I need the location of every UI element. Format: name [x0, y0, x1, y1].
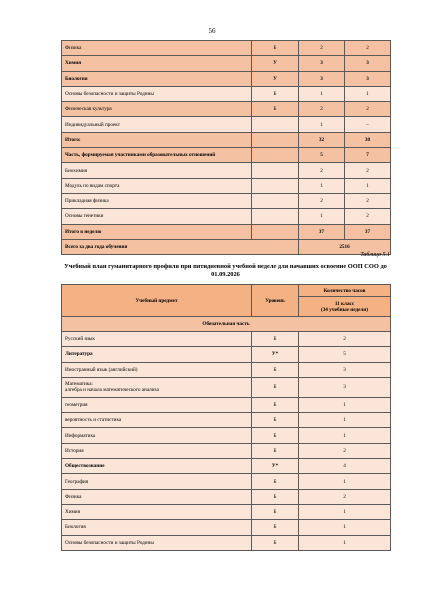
hours-cell: 3	[299, 377, 391, 397]
subject-cell: Физическая культура	[62, 102, 252, 117]
hours-grade10-cell: 1	[299, 178, 345, 193]
subject-cell: Часть, формируемая участниками образовательных отношений	[62, 148, 252, 163]
subject-cell	[62, 459, 252, 474]
table-row	[62, 489, 391, 504]
hours-grade11-cell: 30	[345, 132, 391, 147]
header-grade-weeks: (34 учебные недели)	[320, 306, 369, 313]
hours-cell: 2	[299, 489, 391, 504]
subject-cell	[62, 535, 252, 550]
subject-cell	[62, 332, 252, 347]
hours-cell: 1	[299, 535, 391, 550]
hours-grade10-cell: 3	[299, 71, 345, 86]
subject-name: Физика	[65, 493, 82, 500]
hours-cell: 3	[299, 362, 391, 377]
table-row	[62, 443, 391, 458]
hours-grade10-cell: 5	[299, 148, 345, 163]
table-row	[62, 474, 391, 489]
subject-cell: Прикладная физика	[62, 193, 252, 208]
level-cell: Б	[252, 86, 299, 101]
subject-cell	[62, 443, 252, 458]
hours-grade11-cell: 2	[345, 209, 391, 224]
hours-grade11-cell: 2	[345, 193, 391, 208]
level-cell	[252, 132, 299, 147]
table-row	[62, 148, 391, 163]
level-cell: У*	[252, 459, 299, 474]
hours-grade11-cell: 2	[345, 102, 391, 117]
table-row	[62, 56, 391, 71]
hours-grade11-cell: 2	[345, 163, 391, 178]
table-row	[62, 102, 391, 117]
hours-cell: 1	[299, 474, 391, 489]
hours-grade10-cell: 32	[299, 132, 345, 147]
subject-name: Иностранный язык (английский)	[65, 366, 138, 373]
hours-grade10-cell: 2	[299, 41, 345, 56]
level-cell: Б	[252, 413, 299, 428]
level-cell	[252, 163, 299, 178]
table-row	[62, 224, 391, 239]
level-cell	[252, 209, 299, 224]
table-row	[62, 413, 391, 428]
header-level: Уровень	[252, 285, 299, 317]
level-cell: У	[252, 56, 299, 71]
table-row	[62, 535, 391, 550]
table-row	[62, 193, 391, 208]
table-row	[62, 117, 391, 132]
humanities-curriculum-table	[61, 284, 391, 551]
subject-name: История	[65, 447, 84, 454]
table-row	[62, 41, 391, 56]
header-subject: Учебный предмет	[62, 285, 252, 317]
hours-grade11-cell: 37	[345, 224, 391, 239]
hours-cell: 1	[299, 428, 391, 443]
level-cell	[252, 193, 299, 208]
subject-cell	[62, 413, 252, 428]
hours-cell: 1	[299, 413, 391, 428]
table-row	[62, 459, 391, 474]
subject-name: Биология	[65, 524, 86, 531]
level-cell: Б	[252, 377, 299, 397]
hours-grade10-cell: 37	[299, 224, 345, 239]
subject-name: Обществознание	[65, 463, 105, 470]
level-cell	[252, 224, 299, 239]
subject-name: геометрия	[65, 402, 88, 409]
hours-grade10-cell: 3	[299, 56, 345, 71]
table-row	[62, 362, 391, 377]
subject-cell: Биология	[62, 71, 252, 86]
hours-cell: 2	[299, 332, 391, 347]
table-row	[62, 178, 391, 193]
hours-grade11-cell: 2	[345, 41, 391, 56]
table-row	[62, 428, 391, 443]
table-row	[62, 209, 391, 224]
subject-name: Математика:	[65, 381, 93, 388]
level-cell: Б	[252, 428, 299, 443]
level-cell: Б	[252, 504, 299, 519]
table-title: Учебный план гуманитарного профиля при пятидневной учебной неделе для начавших освоение ООП СОО до 01.09.2026	[64, 263, 387, 278]
level-cell: У*	[252, 347, 299, 362]
table-row	[62, 71, 391, 86]
hours-cell: 2	[299, 443, 391, 458]
table-row	[62, 504, 391, 519]
subject-cell	[62, 504, 252, 519]
page-number: 56	[208, 27, 216, 35]
level-cell	[252, 178, 299, 193]
subject-name: Информатика	[65, 432, 96, 439]
table-row	[62, 347, 391, 362]
level-cell	[252, 117, 299, 132]
level-cell: Б	[252, 474, 299, 489]
table-row	[62, 132, 391, 147]
hours-grade11-cell: 1	[345, 86, 391, 101]
level-cell: Б	[252, 102, 299, 117]
subject-subname: алгебра и начала математического анализа	[65, 387, 159, 394]
level-cell: У	[252, 71, 299, 86]
hours-grade11-cell: 1	[345, 178, 391, 193]
hours-grade10-cell: 2	[299, 163, 345, 178]
total-label: Всего за два года обучения	[62, 239, 299, 254]
header-hours: Количество часов	[299, 285, 391, 297]
subject-cell	[62, 428, 252, 443]
subject-cell	[62, 520, 252, 535]
hours-grade10-cell: 1	[299, 209, 345, 224]
subject-name: вероятность и статистика	[65, 417, 122, 424]
level-cell: Б	[252, 489, 299, 504]
subject-cell	[62, 362, 252, 377]
level-cell: Б	[252, 397, 299, 412]
table-row	[62, 397, 391, 412]
hours-grade11-cell: –	[345, 117, 391, 132]
hours-grade10-cell: 1	[299, 86, 345, 101]
subject-name: Основы безопасности и защиты Родины	[65, 539, 154, 546]
level-cell: Б	[252, 520, 299, 535]
level-cell: Б	[252, 332, 299, 347]
subject-cell	[62, 489, 252, 504]
level-cell: Б	[252, 535, 299, 550]
subject-name: Химия	[65, 509, 80, 516]
hours-grade10-cell: 2	[299, 193, 345, 208]
subject-name: География	[65, 478, 89, 485]
hours-cell: 1	[299, 397, 391, 412]
hours-cell: 5	[299, 347, 391, 362]
hours-grade10-cell: 2	[299, 102, 345, 117]
table-caption: Таблица 5.1	[360, 252, 390, 258]
level-cell	[252, 148, 299, 163]
hours-cell: 4	[299, 459, 391, 474]
table-row	[62, 86, 391, 101]
hours-grade11-cell: 3	[345, 71, 391, 86]
subject-cell	[62, 377, 252, 397]
hours-grade10-cell: 1	[299, 117, 345, 132]
hours-grade11-cell: 7	[345, 148, 391, 163]
subject-name: Литература	[65, 351, 93, 358]
header-grade-label: 11 класс	[334, 300, 355, 307]
subject-cell: Модуль по видам спорта	[62, 178, 252, 193]
section-mandatory: Обязательная часть	[62, 317, 391, 332]
hours-cell: 1	[299, 504, 391, 519]
table-row	[62, 520, 391, 535]
subject-name: Русский язык	[65, 336, 95, 343]
total-value: 2516	[299, 239, 391, 254]
subject-cell: Биохимия	[62, 163, 252, 178]
level-cell: Б	[252, 443, 299, 458]
subject-cell: Итого:	[62, 132, 252, 147]
hours-cell: 1	[299, 520, 391, 535]
total-row	[62, 239, 391, 254]
table-row	[62, 377, 391, 397]
level-cell: Б	[252, 41, 299, 56]
subject-cell: Основы безопасности и защиты Родины	[62, 86, 252, 101]
subject-cell: Основы генетики	[62, 209, 252, 224]
table-row	[62, 163, 391, 178]
subject-cell: Физика	[62, 41, 252, 56]
subject-cell: Итого в неделю	[62, 224, 252, 239]
subject-cell	[62, 347, 252, 362]
level-cell: Б	[252, 362, 299, 377]
subject-cell	[62, 397, 252, 412]
curriculum-table-continued	[61, 40, 391, 255]
subject-cell: Индивидуальный проект	[62, 117, 252, 132]
subject-cell	[62, 474, 252, 489]
table-row	[62, 332, 391, 347]
subject-cell: Химия	[62, 56, 252, 71]
hours-grade11-cell: 3	[345, 56, 391, 71]
header-grade	[299, 297, 391, 317]
